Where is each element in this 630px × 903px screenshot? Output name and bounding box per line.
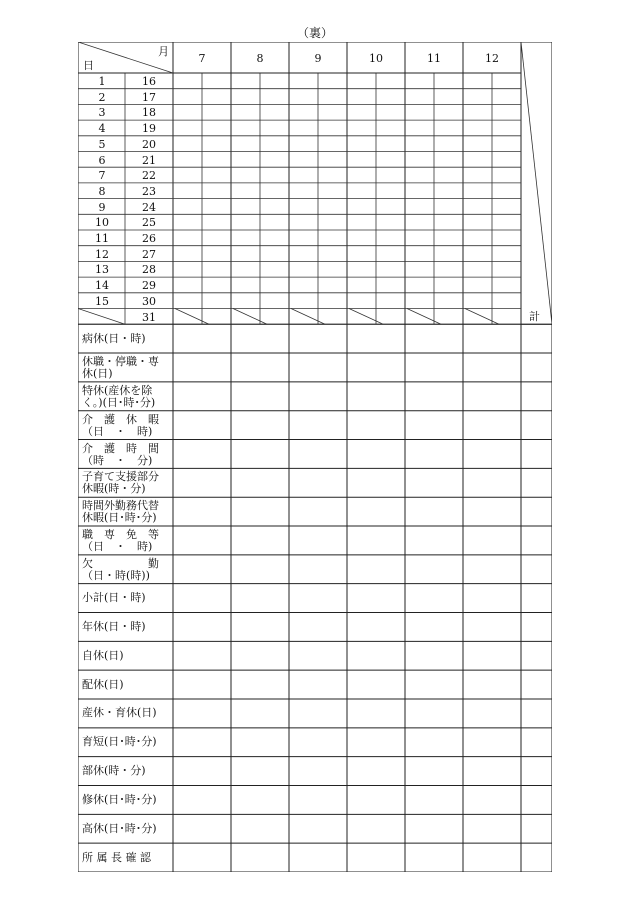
category-label-line: 小計(日・時) (82, 591, 146, 605)
category-label (82, 558, 170, 582)
day-number: 7 (98, 169, 106, 183)
category-label-line: 休(日) (82, 367, 113, 381)
category-label (82, 679, 170, 691)
category-label-line: 配休(日) (82, 677, 124, 691)
month-label: 8 (256, 52, 264, 65)
month-31-diagonal (407, 309, 441, 325)
total-column-diagonal (521, 42, 552, 324)
category-label (82, 794, 170, 806)
category-label (82, 333, 170, 345)
month-label: 12 (485, 52, 499, 65)
day-number: 26 (142, 232, 156, 245)
category-label (82, 823, 170, 835)
month-31-diagonal (291, 309, 325, 325)
day-number: 3 (98, 106, 106, 120)
day-number: 6 (98, 153, 106, 167)
category-label (82, 443, 170, 467)
category-label (82, 650, 170, 662)
day-number: 31 (142, 310, 156, 324)
day-number: 12 (95, 247, 109, 261)
day-number: 1 (98, 75, 106, 88)
category-label-line: 部休(時・分) (82, 764, 146, 778)
category-label (82, 765, 170, 777)
category-label-line: （時 ・ 分) (82, 453, 153, 467)
category-label (82, 621, 170, 633)
month-31-diagonal (465, 309, 499, 325)
day-31-diagonal (78, 309, 125, 325)
day-number: 23 (142, 184, 156, 198)
category-label-line: 所 属 長 確 認 (82, 850, 151, 864)
category-label-line: 介 護 休 暇 (82, 412, 159, 426)
day-number: 11 (95, 232, 109, 245)
day-number: 30 (142, 294, 156, 308)
day-number: 9 (98, 200, 106, 214)
category-label-line: 休暇(日･時･分) (82, 511, 157, 525)
day-number: 15 (95, 294, 109, 308)
category-label-line: 産休・育休(日) (82, 706, 157, 720)
category-label-line: （日 ・ 時) (82, 424, 153, 438)
day-number: 25 (142, 216, 156, 230)
attendance-record-table (78, 42, 552, 872)
category-label-line: 病休(日・時) (82, 331, 146, 345)
category-label-line: 修休(日･時･分) (82, 792, 157, 806)
day-number: 29 (142, 279, 156, 293)
day-number: 18 (142, 106, 156, 120)
category-label-line: 年休(日・時) (82, 619, 146, 633)
category-label-line: （日・時(時)) (82, 568, 150, 582)
day-number: 24 (142, 200, 156, 214)
day-number: 13 (95, 263, 109, 277)
category-label-line: 育短(日･時･分) (82, 735, 157, 749)
month-31-diagonal (349, 309, 383, 325)
day-number: 2 (98, 90, 106, 104)
month-31-diagonal (175, 309, 209, 325)
category-label-line: 特休(産休を除 (82, 383, 153, 397)
month-label: 7 (198, 52, 206, 65)
category-label-line: 職 専 免 等 (82, 528, 159, 542)
day-header-label: 日 (83, 59, 94, 72)
day-number: 21 (142, 153, 156, 167)
category-label-line: く。)(日･時･分) (82, 395, 156, 409)
category-label-line: 自休(日) (82, 648, 124, 662)
day-number: 8 (98, 184, 106, 198)
category-label-line: 子育て支援部分 (82, 470, 159, 484)
day-number: 10 (95, 216, 109, 230)
month-label: 11 (427, 52, 441, 65)
day-number: 17 (142, 90, 156, 104)
category-label-line: 欠 勤 (82, 556, 159, 570)
month-31-diagonal (233, 309, 267, 325)
category-label (82, 736, 170, 748)
category-label-line: 休暇(時・分) (82, 482, 146, 496)
month-label: 10 (369, 52, 383, 65)
category-label-line: 介 護 時 間 (82, 441, 159, 455)
day-number: 22 (142, 169, 156, 183)
month-header-label: 月 (158, 45, 169, 58)
day-number: 5 (98, 137, 106, 151)
category-label (82, 385, 170, 409)
day-number: 20 (142, 137, 156, 151)
category-label (82, 707, 170, 719)
category-label (82, 414, 170, 438)
total-header-label: 計 (529, 310, 540, 324)
category-label-line: 高休(日･時･分) (82, 821, 157, 835)
day-number: 19 (142, 122, 156, 136)
category-label-line: （日 ・ 時) (82, 540, 153, 554)
page-title: （裏） (296, 26, 333, 40)
day-number: 14 (95, 279, 109, 293)
day-number: 4 (98, 122, 106, 136)
day-number: 16 (142, 75, 156, 88)
day-number: 28 (142, 263, 156, 277)
day-number: 27 (142, 247, 156, 261)
month-label: 9 (314, 52, 322, 65)
category-label (82, 852, 170, 864)
category-label-line: 時間外勤務代替 (82, 499, 159, 513)
category-label (82, 471, 170, 495)
category-label (82, 529, 170, 553)
category-label-line: 休職・停職・専 (82, 355, 159, 369)
category-label (82, 356, 170, 380)
category-label (82, 500, 170, 524)
category-label (82, 592, 170, 604)
